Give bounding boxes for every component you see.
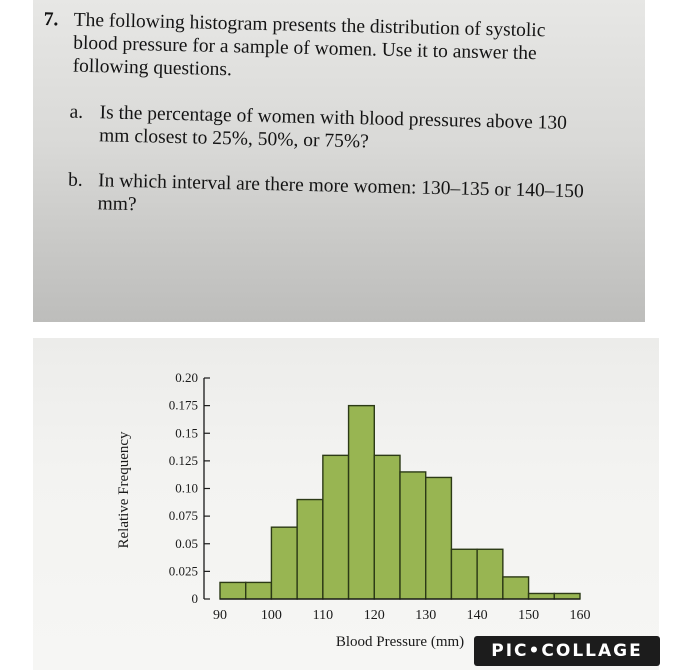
histogram-bar-130-135 <box>426 477 452 599</box>
y-axis-title: Relative Frequency <box>116 431 132 549</box>
histogram-bar-95-100 <box>246 582 272 599</box>
question-intro: The following histogram presents the distribution of systolic blood pressure for a sample of women. Use it to answer the following questions. <box>72 9 546 81</box>
histogram-bar-145-150 <box>503 577 529 599</box>
x-axis-title: Blood Pressure (mm) <box>335 634 465 650</box>
y-tick-label: 0.075 <box>168 508 198 524</box>
x-tick-label: 120 <box>363 608 385 623</box>
y-tick-label: 0.125 <box>168 452 198 468</box>
y-tick-label: 0.05 <box>175 535 198 551</box>
histogram-bar-110-115 <box>323 455 349 599</box>
histogram-bar-120-125 <box>374 455 400 599</box>
item-letter: b. <box>67 169 83 191</box>
y-tick-label: 0.10 <box>175 480 198 496</box>
item-text: Is the percentage of women with blood pressures above 130 mm closest to 25%, 50%, or 75%? <box>98 102 568 153</box>
histogram-bar-115-120 <box>349 406 375 599</box>
item-text: In which interval are there more women: 130–135 or 140–150 mm? <box>97 170 584 216</box>
x-tick-label: 160 <box>569 608 591 623</box>
x-tick-label: 90 <box>213 608 227 623</box>
histogram-bar-125-130 <box>400 472 426 599</box>
y-tick-label: 0.20 <box>175 370 198 385</box>
histogram-bar-155-160 <box>554 593 580 599</box>
x-tick-label: 100 <box>260 608 282 623</box>
x-tick-label: 140 <box>466 608 488 623</box>
x-tick-label: 130 <box>415 608 437 623</box>
x-tick-label: 110 <box>312 608 334 623</box>
histogram-bar-105-110 <box>297 500 323 599</box>
y-tick-label: 0.025 <box>168 563 198 579</box>
item-letter: a. <box>69 101 84 123</box>
histogram-bar-100-105 <box>271 527 297 599</box>
y-tick-label: 0 <box>191 591 198 606</box>
y-tick-label: 0.15 <box>175 425 198 441</box>
histogram-bars <box>220 406 580 599</box>
y-tick-label: 0.175 <box>168 397 198 413</box>
histogram-bar-135-140 <box>451 549 477 599</box>
histogram-bar-150-155 <box>529 593 555 599</box>
histogram-bar-140-145 <box>477 549 503 599</box>
x-tick-label: 150 <box>518 608 540 623</box>
histogram-bar-90-95 <box>220 582 246 599</box>
pic-collage-watermark: PIC•COLLAGE <box>474 636 660 666</box>
question-number: 7. <box>43 8 59 31</box>
